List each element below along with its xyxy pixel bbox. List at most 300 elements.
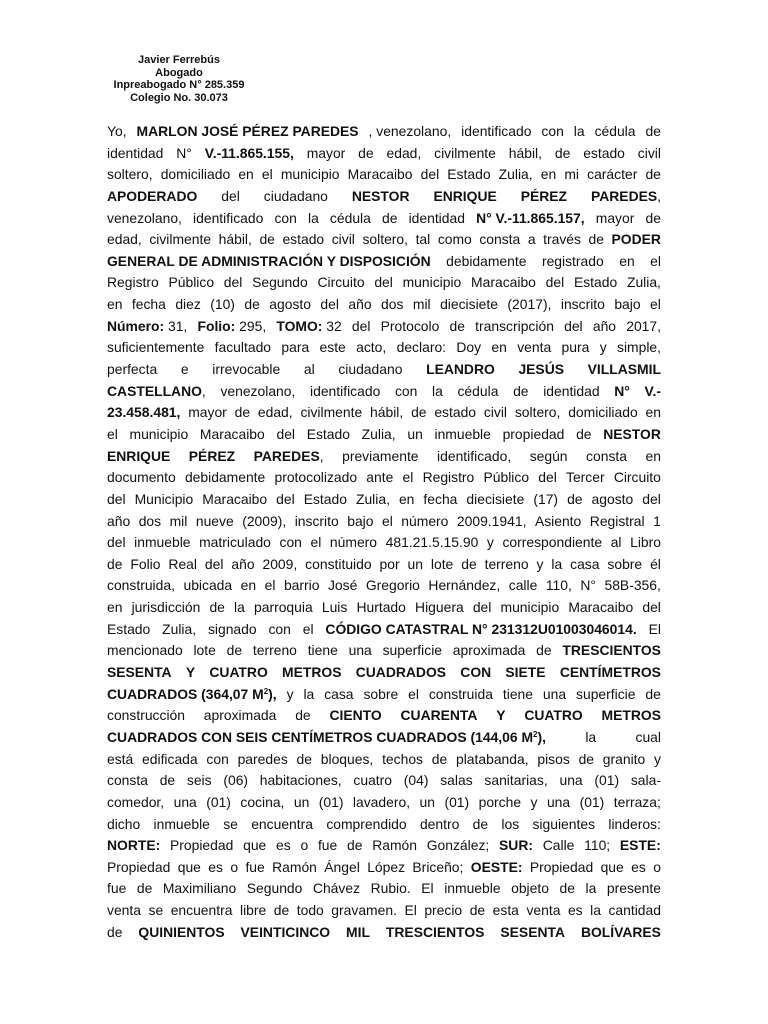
text-segment: de bbox=[431, 750, 448, 767]
text-segment: protocolizado bbox=[274, 469, 358, 486]
text-segment: agosto bbox=[591, 490, 634, 507]
text-segment: JESÚS bbox=[518, 361, 564, 378]
text-segment: dos bbox=[138, 512, 162, 529]
text-segment: consta bbox=[586, 447, 627, 464]
text-segment: diecisiete bbox=[440, 296, 498, 313]
document-line bbox=[107, 640, 661, 662]
text-segment: del bbox=[538, 469, 557, 486]
text-segment: ENRIQUE bbox=[433, 187, 497, 204]
text-segment: el bbox=[261, 166, 273, 183]
document-line bbox=[107, 749, 661, 771]
text-segment: CUATRO bbox=[209, 664, 268, 681]
text-segment: de bbox=[588, 231, 604, 248]
text-segment: construcción bbox=[107, 707, 185, 724]
text-segment: diez bbox=[175, 296, 201, 313]
text-segment: un bbox=[407, 555, 423, 572]
text-segment: El bbox=[421, 880, 434, 897]
text-segment: sanitarias, bbox=[484, 772, 548, 789]
text-segment: TRESCIENTOS bbox=[385, 923, 485, 940]
text-segment: el bbox=[264, 577, 276, 594]
text-segment: bajo bbox=[614, 296, 641, 313]
text-segment: del bbox=[223, 274, 243, 291]
text-segment: año bbox=[231, 555, 255, 572]
text-segment: hábil, bbox=[370, 404, 404, 421]
document-line bbox=[107, 575, 661, 597]
document-line bbox=[107, 922, 661, 944]
text-segment: N° bbox=[580, 577, 596, 594]
text-segment: en bbox=[240, 577, 257, 594]
text-segment: la bbox=[432, 382, 443, 399]
text-segment: carácter bbox=[587, 166, 638, 183]
lawyer-name: Javier Ferrebús bbox=[138, 54, 220, 66]
text-segment: Libro bbox=[630, 534, 661, 551]
text-segment: del bbox=[276, 490, 295, 507]
text-segment: los bbox=[501, 815, 520, 832]
text-segment: cocina, bbox=[240, 793, 285, 810]
text-segment: el bbox=[402, 469, 414, 486]
text-segment: encuentra bbox=[170, 902, 233, 919]
text-segment: granito bbox=[602, 750, 646, 767]
text-segment: el bbox=[650, 252, 661, 269]
text-segment: 2009, bbox=[262, 555, 298, 572]
text-segment: de bbox=[578, 750, 595, 767]
text-segment: gravamen. bbox=[331, 902, 397, 919]
text-segment: de bbox=[234, 404, 251, 421]
text-segment: 58B-356, bbox=[604, 577, 661, 594]
text-segment: para bbox=[281, 339, 310, 356]
text-segment: de bbox=[107, 923, 123, 940]
text-segment: CÓDIGO CATASTRAL N° 231312U01003046014. bbox=[325, 620, 637, 637]
text-segment: BOLÍVARES bbox=[580, 923, 661, 940]
text-segment: N° V.-11.865.157, bbox=[476, 209, 585, 226]
text-segment: una bbox=[173, 793, 197, 810]
text-segment: CUADRADOS bbox=[355, 664, 447, 681]
text-segment: construida bbox=[428, 685, 493, 702]
text-segment: venta bbox=[107, 902, 141, 919]
text-segment: platabanda, bbox=[455, 750, 529, 767]
text-segment: lote bbox=[193, 642, 216, 659]
text-segment: Hernández, bbox=[428, 577, 501, 594]
inpreabogado-number: Inpreabogado N° 285.359 bbox=[113, 79, 245, 92]
text-segment: cantidad bbox=[608, 902, 661, 919]
text-segment: edad, bbox=[107, 231, 142, 248]
text-segment: VEINTICINCO bbox=[240, 923, 331, 940]
text-segment: lavadero, bbox=[352, 793, 411, 810]
text-segment: en bbox=[398, 490, 415, 507]
text-segment: Maracaibo bbox=[347, 166, 413, 183]
text-segment: que bbox=[600, 858, 624, 875]
text-segment: Circuito bbox=[317, 274, 365, 291]
text-segment: aproximada bbox=[203, 707, 277, 724]
text-segment: del bbox=[472, 599, 492, 616]
text-segment: del bbox=[276, 425, 296, 442]
text-segment: (04) bbox=[403, 772, 429, 789]
text-segment: nueve bbox=[195, 512, 234, 529]
text-segment: fecha bbox=[131, 296, 166, 313]
text-segment: MARLON JOSÉ PÉREZ PAREDES bbox=[136, 123, 359, 139]
text-segment: Higuera bbox=[415, 599, 464, 616]
text-segment: es bbox=[276, 837, 291, 854]
text-segment: suficientemente bbox=[107, 339, 205, 356]
text-segment: del bbox=[642, 490, 661, 507]
text-segment: Estado bbox=[107, 620, 151, 637]
document-line bbox=[107, 359, 661, 381]
text-segment: dos bbox=[381, 296, 404, 313]
text-segment: venezolano, bbox=[220, 382, 296, 399]
text-segment: correspondiente bbox=[502, 534, 603, 551]
text-segment: inmueble bbox=[434, 425, 491, 442]
document-line bbox=[107, 792, 661, 814]
text-segment: Luis bbox=[321, 599, 348, 616]
text-segment: edad, bbox=[386, 144, 422, 161]
text-segment: mayor bbox=[188, 404, 227, 421]
text-segment: aproximada bbox=[452, 642, 526, 659]
text-segment: Estado bbox=[573, 274, 618, 291]
text-segment: este bbox=[319, 339, 346, 356]
text-segment: cual bbox=[635, 728, 661, 745]
text-segment: debidamente bbox=[446, 252, 527, 269]
text-segment: el bbox=[408, 685, 419, 702]
text-segment: de bbox=[411, 404, 427, 421]
text-segment: ESTE: bbox=[619, 837, 661, 854]
text-segment: el bbox=[650, 296, 661, 313]
text-segment: ENRIQUE bbox=[107, 447, 171, 464]
text-segment: Maracaibo bbox=[202, 490, 268, 507]
text-segment: Briceño; bbox=[412, 858, 464, 875]
text-segment: QUINIENTOS bbox=[138, 923, 225, 940]
text-segment: pura bbox=[561, 339, 590, 356]
text-segment: Doy bbox=[456, 339, 482, 356]
text-segment: civilmente bbox=[434, 144, 496, 161]
text-segment: GENERAL DE ADMINISTRACIÓN Y DISPOSICIÓN bbox=[107, 252, 431, 269]
text-segment: mayor bbox=[595, 209, 635, 226]
text-segment: consta bbox=[479, 231, 521, 248]
text-segment: la bbox=[551, 555, 563, 572]
document-line bbox=[107, 186, 661, 208]
text-segment: de bbox=[273, 902, 290, 919]
text-segment: se bbox=[223, 815, 238, 832]
text-segment: domiciliado bbox=[568, 404, 638, 421]
document-line bbox=[107, 857, 661, 879]
text-segment: con bbox=[206, 750, 229, 767]
text-segment: del bbox=[374, 274, 393, 291]
text-segment: la bbox=[307, 209, 319, 226]
text-segment: LEANDRO bbox=[426, 361, 495, 378]
text-segment: Calle bbox=[542, 837, 575, 854]
text-segment: mayor bbox=[306, 144, 346, 161]
text-segment: de bbox=[136, 880, 153, 897]
text-segment: (10) bbox=[210, 296, 235, 313]
document-line bbox=[107, 446, 661, 468]
text-segment: de bbox=[559, 880, 575, 897]
text-segment: identidad bbox=[543, 382, 600, 399]
text-segment: fecha bbox=[423, 490, 458, 507]
document-line bbox=[107, 316, 661, 338]
text-segment: la bbox=[303, 685, 315, 702]
text-segment: Zulia, bbox=[355, 490, 390, 507]
text-segment: sala- bbox=[630, 772, 661, 789]
text-segment: registrado bbox=[541, 252, 604, 269]
text-segment: TOMO: 32 bbox=[276, 317, 342, 334]
text-segment: de bbox=[645, 123, 661, 139]
text-segment: Propiedad bbox=[529, 858, 594, 875]
text-segment: identificado bbox=[461, 123, 532, 139]
text-segment: pisos bbox=[537, 750, 570, 767]
document-line bbox=[107, 705, 661, 727]
text-segment: de bbox=[576, 425, 592, 442]
text-segment: un bbox=[419, 793, 435, 810]
text-segment: identificado bbox=[310, 382, 381, 399]
document-line bbox=[107, 662, 661, 684]
text-segment: de bbox=[296, 750, 312, 767]
text-segment: en bbox=[107, 599, 123, 616]
text-segment: TRESCIENTOS bbox=[562, 642, 661, 659]
text-segment: encuentra bbox=[251, 815, 313, 832]
text-segment: documento bbox=[107, 469, 176, 486]
document-line bbox=[107, 900, 661, 922]
text-segment: todo bbox=[296, 902, 324, 919]
document-line bbox=[107, 814, 661, 836]
document-line bbox=[107, 272, 661, 294]
text-segment: mi bbox=[564, 166, 580, 183]
text-segment: del bbox=[204, 555, 224, 572]
text-segment: terraza; bbox=[613, 793, 661, 810]
text-segment: año bbox=[107, 512, 131, 529]
document-line bbox=[107, 835, 661, 857]
text-segment: y bbox=[530, 793, 538, 810]
text-segment: presente bbox=[606, 880, 661, 897]
text-segment: (06) bbox=[223, 772, 249, 789]
text-segment: 23.458.481, bbox=[107, 404, 181, 421]
text-segment: matriculado bbox=[199, 534, 271, 551]
document-body bbox=[107, 121, 661, 943]
text-segment: dicho bbox=[107, 815, 141, 832]
text-segment: él bbox=[650, 555, 661, 572]
text-segment: seis bbox=[186, 772, 212, 789]
text-segment: soltero, bbox=[362, 231, 409, 248]
text-segment: o bbox=[230, 858, 239, 875]
text-segment: paredes bbox=[237, 750, 288, 767]
document-line bbox=[107, 554, 661, 576]
text-segment: número bbox=[329, 534, 378, 551]
text-segment: Ramón bbox=[372, 837, 417, 854]
document-line bbox=[107, 467, 661, 489]
document-line bbox=[107, 294, 661, 316]
text-segment: CASTELLANO, bbox=[107, 382, 206, 399]
text-segment: del bbox=[320, 296, 339, 313]
text-segment: CUADRADOS (364,07 $M^2$), bbox=[107, 685, 277, 702]
text-segment: del bbox=[420, 166, 440, 183]
text-segment: en bbox=[540, 166, 557, 183]
text-segment: soltero, bbox=[514, 404, 561, 421]
text-segment: de bbox=[244, 296, 260, 313]
text-segment: venta bbox=[526, 902, 561, 919]
text-segment: mencionado bbox=[107, 642, 183, 659]
text-segment: Y bbox=[185, 664, 196, 681]
text-segment: el bbox=[310, 534, 322, 551]
text-segment: PÉREZ bbox=[520, 187, 568, 204]
text-segment: PÉREZ bbox=[188, 447, 236, 464]
document-line bbox=[107, 164, 661, 186]
text-segment: transcripción bbox=[475, 317, 554, 334]
document-line bbox=[107, 381, 661, 403]
text-segment: tal bbox=[415, 231, 431, 248]
text-segment: de bbox=[536, 642, 552, 659]
text-segment: METROS bbox=[282, 664, 342, 681]
text-segment: cuatro bbox=[353, 772, 393, 789]
text-segment: municipio bbox=[129, 425, 189, 442]
text-segment: la bbox=[585, 880, 597, 897]
text-segment: declaro: bbox=[396, 339, 447, 356]
text-segment: jurisdicción bbox=[131, 599, 201, 616]
text-segment: N° bbox=[614, 382, 630, 399]
text-segment: Maracaibo bbox=[199, 425, 265, 442]
text-segment: casa bbox=[570, 555, 600, 572]
text-segment: debidamente bbox=[184, 469, 266, 486]
text-segment: año bbox=[592, 317, 617, 334]
text-segment: del bbox=[107, 490, 126, 507]
text-segment: de bbox=[358, 144, 374, 161]
text-segment: Chávez bbox=[312, 880, 361, 897]
text-segment: Público bbox=[168, 274, 215, 291]
document-line bbox=[107, 402, 661, 424]
text-segment: de bbox=[554, 144, 571, 161]
text-segment: la bbox=[234, 599, 245, 616]
text-segment: 110, bbox=[545, 577, 572, 594]
text-segment: identidad bbox=[408, 209, 465, 226]
text-segment: Ramón bbox=[272, 858, 317, 875]
text-segment: de bbox=[295, 707, 311, 724]
document-line bbox=[107, 208, 661, 230]
text-segment: es bbox=[631, 858, 646, 875]
text-segment: construida, bbox=[107, 577, 175, 594]
text-segment: ciudadano bbox=[263, 187, 328, 204]
text-segment: el bbox=[381, 512, 393, 529]
text-segment: en bbox=[491, 339, 507, 356]
document-line bbox=[107, 511, 661, 533]
text-segment: V.-11.865.155, bbox=[204, 144, 294, 161]
text-segment: con bbox=[268, 620, 291, 637]
document-line bbox=[107, 143, 661, 165]
text-segment: N° bbox=[176, 144, 192, 161]
text-segment: libre bbox=[240, 902, 267, 919]
text-segment: Zulia, bbox=[162, 620, 197, 637]
text-segment: se bbox=[148, 902, 164, 919]
text-segment: de bbox=[259, 231, 275, 248]
text-segment: del bbox=[221, 187, 240, 204]
text-segment: hábil, bbox=[508, 144, 542, 161]
text-segment: un bbox=[407, 425, 423, 442]
text-segment: SESENTA bbox=[500, 923, 565, 940]
text-segment: civilmente bbox=[300, 404, 363, 421]
text-segment: identificado bbox=[193, 209, 264, 226]
text-segment: simple, bbox=[617, 339, 661, 356]
text-segment: CUATRO bbox=[524, 707, 583, 724]
text-segment: estado bbox=[434, 404, 477, 421]
text-segment: El bbox=[648, 620, 661, 637]
text-segment: techos bbox=[382, 750, 423, 767]
text-segment: siguientes bbox=[532, 815, 596, 832]
text-segment: esta bbox=[492, 902, 519, 919]
text-segment: superficie bbox=[576, 685, 636, 702]
text-segment: una bbox=[559, 772, 583, 789]
text-segment: consta bbox=[107, 772, 148, 789]
text-segment: Registral bbox=[589, 512, 645, 529]
text-segment: inmueble bbox=[444, 880, 501, 897]
text-segment: el bbox=[302, 620, 314, 637]
text-segment: Municipio bbox=[134, 490, 194, 507]
text-segment: González; bbox=[426, 837, 490, 854]
text-segment: Maximiliano bbox=[162, 880, 237, 897]
text-segment: con bbox=[394, 382, 418, 399]
text-segment: está bbox=[107, 750, 134, 767]
text-segment: (01) bbox=[579, 793, 605, 810]
document-line bbox=[107, 251, 661, 273]
text-segment: o bbox=[300, 837, 309, 854]
text-segment: en bbox=[107, 296, 123, 313]
text-segment: V.- bbox=[644, 382, 661, 399]
text-segment: por bbox=[379, 555, 400, 572]
text-segment: precio bbox=[424, 902, 463, 919]
text-segment: del bbox=[351, 317, 371, 334]
text-segment: 2009.1941, bbox=[456, 512, 527, 529]
text-segment: José bbox=[327, 577, 358, 594]
text-segment: NORTE: bbox=[107, 837, 161, 854]
document-line bbox=[107, 597, 661, 619]
text-segment: casa bbox=[324, 685, 354, 702]
text-segment: APODERADO bbox=[107, 187, 198, 204]
text-segment: de bbox=[513, 382, 529, 399]
text-segment: propiedad bbox=[502, 425, 565, 442]
text-segment: sobre bbox=[607, 555, 643, 572]
text-segment: de bbox=[567, 490, 583, 507]
text-segment: e bbox=[180, 361, 189, 378]
text-segment: del bbox=[545, 274, 565, 291]
text-segment: Segundo bbox=[252, 274, 308, 291]
text-segment: terreno bbox=[252, 642, 297, 659]
text-segment: municipio bbox=[402, 274, 462, 291]
document-line bbox=[107, 532, 661, 554]
text-segment: lote bbox=[430, 555, 454, 572]
document-line bbox=[107, 489, 661, 511]
text-segment: PODER bbox=[611, 231, 661, 248]
text-segment: hábil, bbox=[218, 231, 252, 248]
text-segment: al bbox=[303, 361, 315, 378]
text-segment: Hurtado bbox=[356, 599, 406, 616]
text-segment: inmueble bbox=[134, 534, 191, 551]
text-segment: inscrito bbox=[560, 296, 605, 313]
text-segment: una bbox=[348, 642, 372, 659]
text-segment: del bbox=[107, 534, 126, 551]
text-segment: año bbox=[348, 296, 372, 313]
text-segment: habitaciones, bbox=[259, 772, 342, 789]
document-line bbox=[107, 770, 661, 792]
text-segment: irrevocable bbox=[212, 361, 281, 378]
text-segment: mil bbox=[412, 296, 431, 313]
text-segment: NESTOR bbox=[603, 425, 661, 442]
document-line bbox=[107, 619, 661, 641]
text-segment: Folio: 295, bbox=[197, 317, 267, 334]
text-segment: Propiedad bbox=[107, 858, 171, 875]
text-segment: municipio bbox=[500, 599, 560, 616]
text-segment: través bbox=[543, 231, 581, 248]
document-line bbox=[107, 727, 661, 749]
text-segment: comedor, bbox=[107, 793, 165, 810]
text-segment: Y bbox=[496, 707, 506, 724]
text-segment: porche bbox=[478, 793, 522, 810]
text-segment: del bbox=[564, 317, 583, 334]
text-segment: civil bbox=[331, 231, 355, 248]
